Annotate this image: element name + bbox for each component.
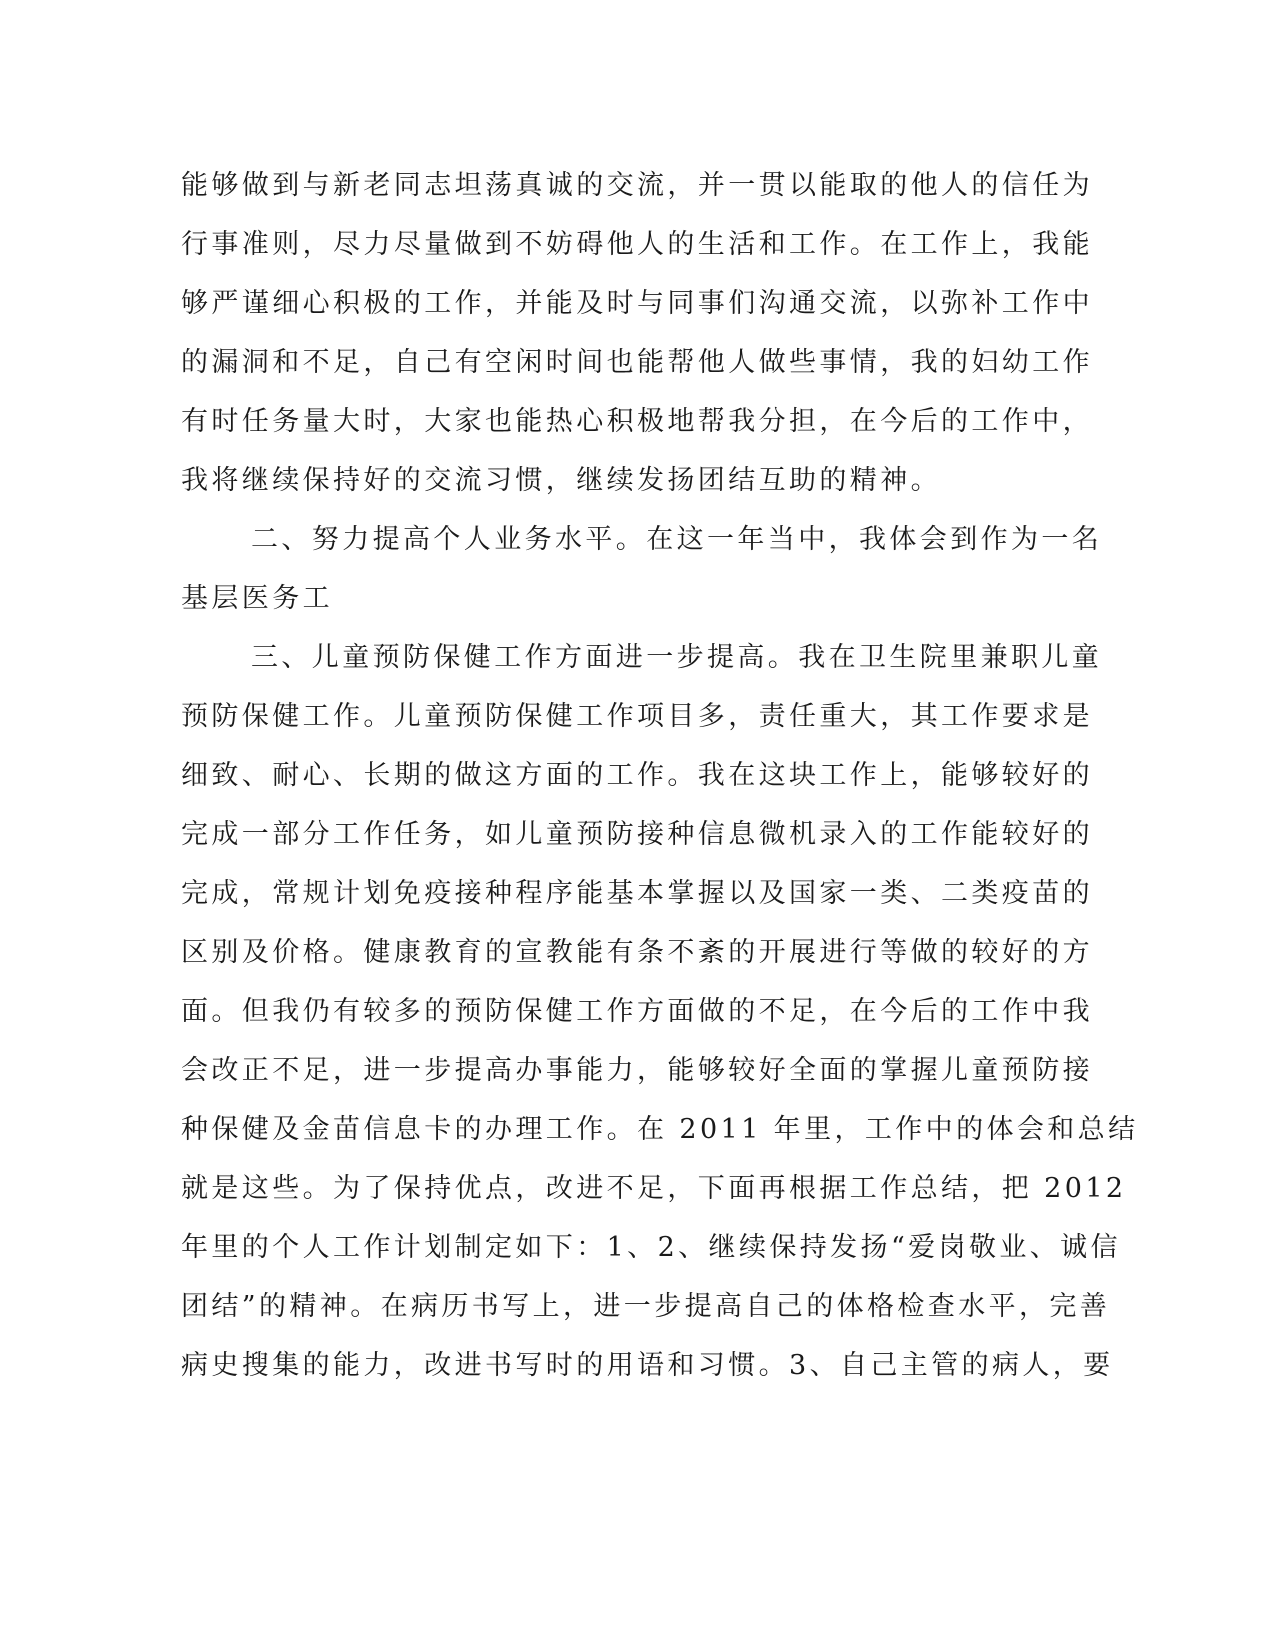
text-line: 够严谨细心积极的工作，并能及时与同事们沟通交流，以弥补工作中 [181,288,1093,319]
text-line: 预防保健工作。儿童预防保健工作项目多，责任重大，其工作要求是 [181,701,1093,732]
paragraph-start-line: 二、努力提高个人业务水平。在这一年当中，我体会到作为一名 [251,524,1103,555]
text-line: 年里的个人工作计划制定如下：1、2、继续保持发扬“爱岗敬业、诚信 [181,1232,1121,1263]
text-line: 的漏洞和不足，自己有空闲时间也能帮他人做些事情，我的妇幼工作 [181,347,1093,378]
body-text [181,156,1139,1395]
text-line: 细致、耐心、长期的做这方面的工作。我在这块工作上，能够较好的 [181,760,1093,791]
text-line: 行事准则，尽力尽量做到不妨碍他人的生活和工作。在工作上，我能 [181,229,1093,260]
text-line: 病史搜集的能力，改进书写时的用语和习惯。3、自己主管的病人，要 [181,1350,1114,1381]
text-line: 区别及价格。健康教育的宣教能有条不紊的开展进行等做的较好的方 [181,937,1093,968]
text-line: 有时任务量大时，大家也能热心积极地帮我分担，在今后的工作中， [181,406,1093,437]
text-line: 面。但我仍有较多的预防保健工作方面做的不足，在今后的工作中我 [181,996,1093,1027]
text-line: 就是这些。为了保持优点，改进不足，下面再根据工作总结，把 2012 [181,1173,1127,1204]
paragraph-start-line: 三、儿童预防保健工作方面进一步提高。我在卫生院里兼职儿童 [251,642,1103,673]
text-line: 完成一部分工作任务，如儿童预防接种信息微机录入的工作能较好的 [181,819,1093,850]
text-line: 种保健及金苗信息卡的办理工作。在 2011 年里，工作中的体会和总结 [181,1114,1139,1145]
text-line: 会改正不足，进一步提高办事能力，能够较好全面的掌握儿童预防接 [181,1055,1093,1086]
text-line: 我将继续保持好的交流习惯，继续发扬团结互助的精神。 [181,465,941,496]
text-line: 能够做到与新老同志坦荡真诚的交流，并一贯以能取的他人的信任为 [181,170,1093,201]
text-line: 团结”的精神。在病历书写上，进一步提高自己的体格检查水平，完善 [181,1291,1111,1322]
text-line: 完成，常规计划免疫接种程序能基本掌握以及国家一类、二类疫苗的 [181,878,1093,909]
text-line: 基层医务工 [181,583,333,614]
